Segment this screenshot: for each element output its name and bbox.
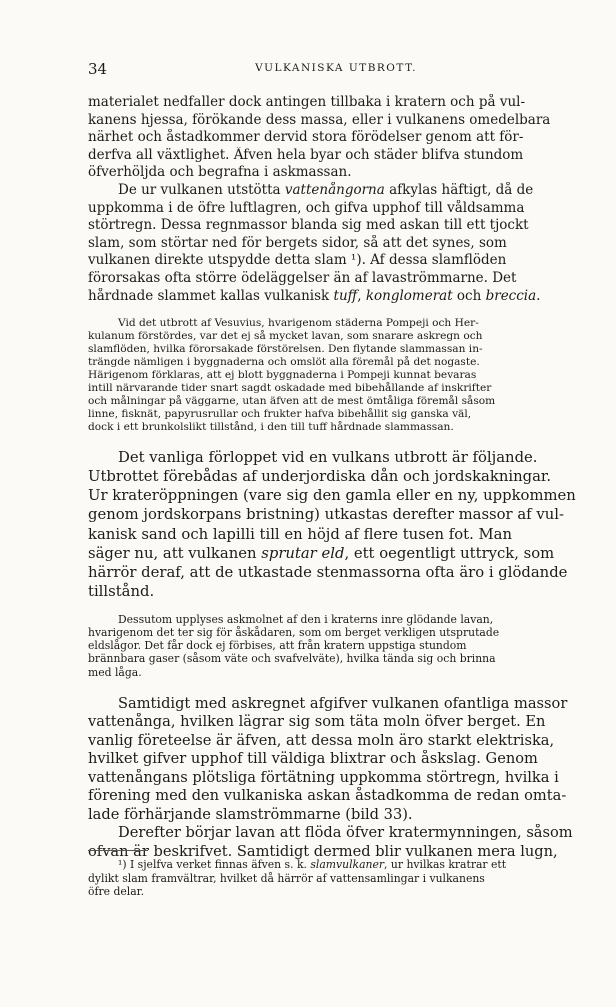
italic-term: tuff — [333, 287, 358, 304]
paragraph-2 — [88, 448, 584, 601]
text-line: intill närvarande tider snart sagdt oskadade med bibehållande af inskrifter — [88, 382, 492, 395]
text-line: vattenånga, hvilken lägrar sig som täta moln öfver berget. En — [88, 713, 546, 731]
small-print-note-2 — [88, 613, 584, 679]
text-line: vulkanen direkte utspydde detta slam ¹). Af dessa slamflöden — [88, 252, 507, 269]
text-line: och målningar på väggarne, utan äfven att de mest ömtåliga föremål såsom — [88, 395, 496, 408]
text-line: lade förhärjande slamströmmarne (bild 33). — [88, 805, 413, 823]
text-line: Samtidigt med askregnet afgifver vulkanen ofantliga massor — [118, 694, 568, 712]
text-span: . — [536, 287, 541, 304]
text-line — [88, 288, 584, 306]
text-line: slamflöden, hvilka förorsakade förstörelsen. Den flytande slammassan in- — [88, 343, 483, 356]
text-span: säger nu, att vulkanen — [88, 544, 262, 562]
paragraph-1 — [88, 94, 584, 305]
text-line: brännbara gaser (såsom väte och svafvelväte), hvilka tända sig och brinna — [88, 652, 496, 666]
text-line: närhet och åstadkommer dervid stora förödelser genom att för- — [88, 129, 524, 146]
italic-term: vattenångorna — [284, 181, 385, 198]
text-span: De ur vulkanen utstötta — [118, 181, 285, 198]
text-span: , ur hvilkas kratrar ett — [384, 858, 507, 871]
text-line: öfverhöljda och begrafna i askmassan. — [88, 164, 352, 181]
text-line: Härigenom förklaras, att ej blott byggnaderna i Pompeji kunnat bevaras — [88, 369, 477, 382]
text-line: materialet nedfaller dock antingen tillbaka i kratern och på vul- — [88, 94, 526, 110]
text-line: hvilket gifver upphof till väldiga blixtrar och åskslag. Genom — [88, 750, 538, 768]
text-span: och — [452, 287, 486, 304]
page-header — [88, 60, 584, 80]
text-span: , — [357, 287, 366, 304]
text-line: trängde nämligen i byggnaderna och omslöt alla föremål på det nogaste. — [88, 356, 480, 369]
footnote — [88, 858, 584, 899]
text-span: afkylas häftigt, då de — [384, 181, 534, 198]
text-line: Utbrottet förebådas af underjordiska dån och jordskakningar. — [88, 468, 552, 486]
text-line: ofvan är beskrifvet. Samtidigt dermed blir vulkanen mera lugn, — [88, 842, 558, 860]
small-print-note-1 — [88, 317, 584, 434]
italic-term: slamvulkaner — [310, 858, 385, 871]
text-span: ¹) I sjelfva verket finnas äfven s. k. — [118, 858, 311, 871]
footnote-rule — [88, 850, 148, 851]
page-number: 34 — [88, 60, 108, 78]
text-line: vattenångans plötsliga förtätning uppkomma störtregn, hvilka i — [88, 768, 559, 786]
text-line: Derefter börjar lavan att flöda öfver kratermynningen, såsom — [118, 824, 573, 842]
text-line: dock i ett brunkolslikt tillstånd, i den till tuff hårdnade slammassan. — [88, 421, 454, 434]
text-line: förorsakas ofta större ödeläggelser än af lavaströmmarne. Det — [88, 269, 517, 286]
text-line — [88, 544, 584, 563]
text-line: vanlig företeelse är äfven, att dessa moln äro starkt elektriska, — [88, 731, 555, 749]
text-line: eldslågor. Det får dock ej förbises, att från kratern uppstiga stundom — [88, 639, 467, 653]
text-line: Det vanliga förloppet vid en vulkans utbrott är följande. — [118, 449, 538, 467]
text-line: förening med den vulkaniska askan åstadkomma de redan omta- — [88, 787, 567, 805]
text-span: hårdnade slammet kallas vulkanisk — [88, 287, 334, 304]
italic-term: sprutar eld — [261, 544, 345, 562]
text-line: öfre delar. — [88, 885, 145, 898]
text-line: störtregn. Dessa regnmassor blanda sig med askan till ett tjockt — [88, 217, 529, 234]
body-text — [88, 94, 584, 861]
text-line: kulanum förstördes, var det ej så mycket lavan, som snarare askregn och — [88, 330, 483, 343]
paragraph-3 — [88, 695, 584, 862]
italic-term: breccia — [485, 287, 537, 304]
text-span: , ett oegentligt uttryck, som — [344, 544, 555, 562]
text-line: Dessutom upplyses askmolnet af den i kraterns inre glödande lavan, — [118, 612, 494, 626]
running-head: VULKANISKA UTBROTT. — [255, 62, 417, 74]
text-line: härrör deraf, att de utkastade stenmassorna ofta äro i glödande — [88, 563, 568, 581]
text-line — [88, 858, 584, 872]
text-line: linne, fisknät, papyrusrullar och frukter hafva bibehållit sig ganska väl, — [88, 408, 472, 421]
text-line: med låga. — [88, 665, 142, 679]
text-line: uppkomma i de öfre luftlagren, och gifva upphof till våldsamma — [88, 199, 525, 216]
text-line: hvarigenom det ter sig för åskådaren, som om berget verkligen utsprutade — [88, 626, 500, 640]
text-line: slam, som störtar ned för bergets sidor, så att det synes, som — [88, 234, 507, 251]
text-line: tillstånd. — [88, 582, 155, 600]
text-line: genom jordskorpans bristning) utkastas derefter massor af vul- — [88, 506, 564, 524]
italic-term: konglomerat — [365, 287, 453, 304]
text-line: kanisk sand och lapilli till en höjd af flere tusen fot. Man — [88, 525, 513, 543]
text-line: Vid det utbrott af Vesuvius, hvarigenom städerna Pompeji och Her- — [118, 317, 479, 330]
text-line: dylikt slam framvältrar, hvilket då härrör af vattensamlingar i vulkanens — [88, 871, 485, 885]
text-line: kanens hjessa, förökande dess massa, eller i vulkanens omedelbara — [88, 111, 551, 128]
text-line: Ur krateröppningen (vare sig den gamla eller en ny, uppkommen — [88, 487, 576, 505]
text-line — [88, 182, 584, 200]
text-line: derfva all växtlighet. Äfven hela byar och städer blifva stundom — [88, 146, 524, 163]
